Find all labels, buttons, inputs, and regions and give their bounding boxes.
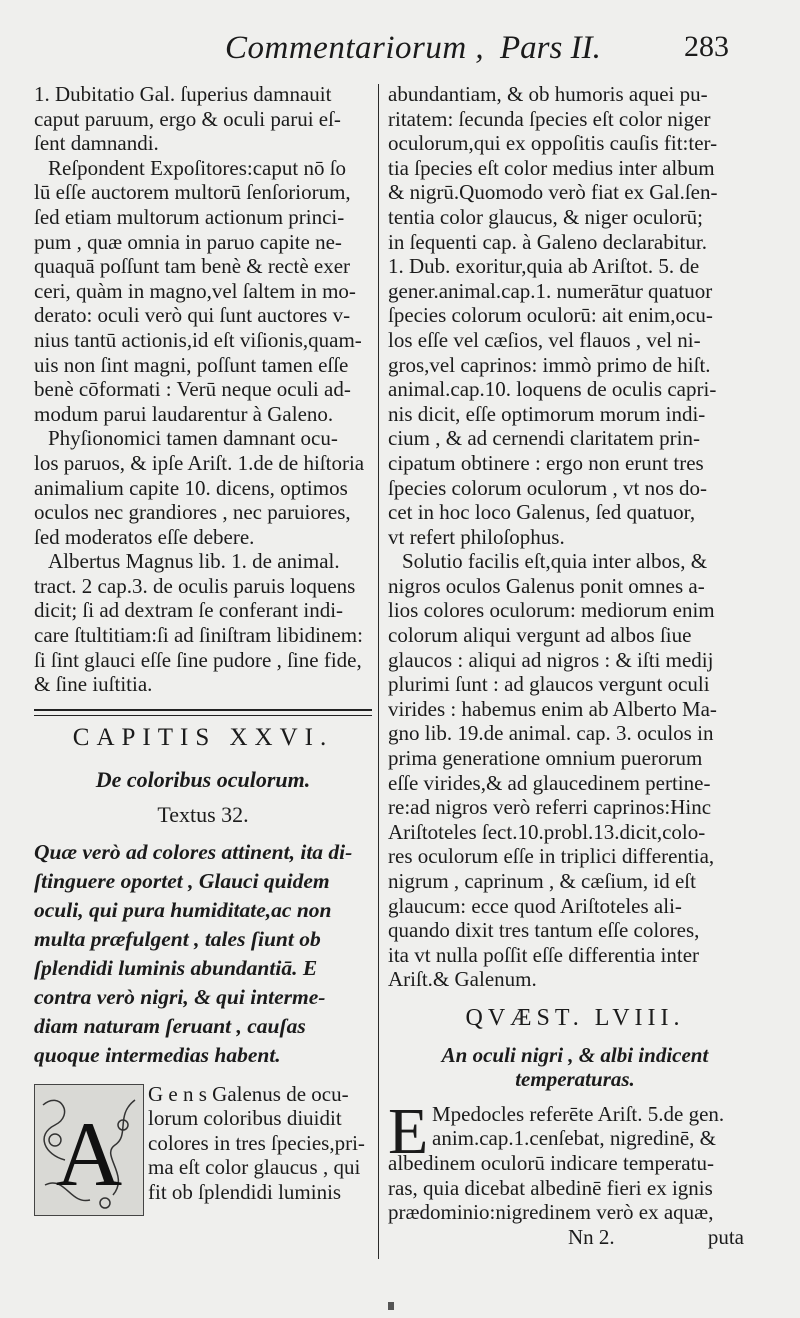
text-line: 1. Dub. exoritur,quia ab Ariſtot. 5. de (388, 254, 700, 279)
text-line: ceri, quàm in magno,vel ſaltem in mo- (34, 278, 356, 303)
text-line: Ariſtoteles ſect.10.probl.13.dicit,colo- (388, 819, 706, 844)
text-line: prima generatione omnium puerorum (388, 746, 703, 771)
text-line: caput paruum, ergo & oculi parui eſ- (34, 106, 341, 131)
text-line: lios colores oculorum: mediorum enim (388, 598, 715, 623)
text-line: pum , quæ omnia in paruo capite ne- (34, 229, 342, 254)
initial-letter: A (55, 1102, 123, 1205)
text-line: nigros oculos Galenus ponit omnes a- (388, 573, 705, 598)
text-line: virides : habemus enim ab Alberto Ma- (388, 696, 717, 721)
dropcap-paragraph (34, 1082, 372, 1205)
text-line: cium , & ad cernendi claritatem prin- (388, 426, 700, 451)
text-line: temperaturas. (515, 1067, 635, 1092)
text-line: Mpedocles referēte Ariſt. 5.de gen. (432, 1101, 725, 1126)
text-line: Reſpondent Expoſitores:caput nō ſo (48, 155, 347, 180)
text-line: albedinem oculorū indicare temperatu- (388, 1150, 714, 1175)
text-line: ma eſt color glaucus , qui (148, 1155, 361, 1180)
text-line: gener.animal.cap.1. numerātur quatuor (388, 278, 713, 303)
text-line: cipatum obtinere : ergo non erunt tres (388, 450, 704, 475)
section-rule (34, 715, 372, 716)
text-line: tract. 2 cap.3. de oculis paruis loquens (34, 573, 356, 598)
text-line: G e n s Galenus de ocu- (148, 1081, 349, 1106)
text-line: ſtinguere oportet , Glauci quidem (34, 868, 330, 893)
text-line: colores in tres ſpecies,pri- (148, 1130, 365, 1155)
text-line: ſed moderatos eſſe debere. (34, 524, 255, 549)
text-line: anim.cap.1.cenſebat, nigredinē, & (432, 1126, 716, 1151)
part-label: Pars II. (500, 30, 601, 66)
text-line: re:ad nigros verò referri caprinos:Hinc (388, 795, 712, 820)
text-line: animalium capite 10. dicens, optimos (34, 475, 348, 500)
section-rule (34, 709, 372, 711)
text-line: quando dixit tres tantum eſſe colores, (388, 918, 700, 943)
text-line: An oculi nigri , & albi indicent (441, 1042, 709, 1067)
text-line: res oculorum eſſe in triplici differentia, (388, 844, 715, 869)
textus-label: Textus 32. (157, 802, 249, 828)
text-line: glaucos : aliqui ad nigros : & iſti medij (388, 647, 714, 672)
text-line: quoque intermedias habent. (34, 1042, 281, 1067)
signature-mark: Nn 2. (568, 1224, 615, 1249)
text-line: quaquā poſſunt tam benè & rectè exer (34, 254, 351, 279)
text-line: in ſequenti cap. à Galeno declarabitur. (388, 229, 707, 254)
text-line: multa præfulgent , tales ſiunt ob (34, 926, 321, 951)
paragraph-albertus (34, 549, 372, 697)
text-line: Quæ verò ad colores attinent, ita di- (34, 839, 353, 864)
text-line: eſſe virides,& ad glaucedinem pertine- (388, 770, 711, 795)
column-divider (378, 84, 379, 1259)
text-line: fit ob ſplendidi luminis (148, 1180, 342, 1204)
decorated-initial (34, 1084, 144, 1216)
text-line: ras, quia dicebat albedinē fieri ex ignis (388, 1175, 713, 1200)
catchword: puta (707, 1224, 744, 1249)
running-header (0, 22, 800, 82)
text-line: tia ſpecies eſt color medius inter album (388, 155, 715, 180)
text-line: Ariſt.& Galenum. (388, 967, 537, 992)
text-line: ſi ſint glauci eſſe ſine pudore , ſine fide, (34, 647, 362, 672)
text-line: lorum coloribus diuidit (148, 1106, 342, 1131)
page-number: 283 (684, 30, 729, 63)
text-line: 1. Dubitatio Gal. ſuperius damnauit (34, 82, 332, 106)
text-line: los eſſe vel cæſios, vel flauos , vel ni- (388, 327, 701, 352)
text-line: Solutio facilis eſt,quia inter albos, & (402, 549, 708, 574)
quoted-text (34, 838, 372, 1070)
text-line: uis non ſint magni, poſſunt tamen eſſe (34, 352, 349, 377)
text-line: tentia color glaucus, & niger oculorū; (388, 204, 703, 229)
footer-line (388, 1225, 762, 1251)
text-line: benè cōformati : Verū neque oculi ad- (34, 377, 351, 402)
text-line: nis dicit, eſſe optimorum morum indi- (388, 401, 706, 426)
chapter-subheading: De coloribus oculorum. (95, 767, 311, 793)
text-line: gno lib. 19.de animal. cap. 3. oculos in (388, 721, 714, 746)
paragraph-continuation (388, 82, 762, 254)
text-line: plurimi ſunt : ad glaucos vergunt oculi (388, 672, 710, 697)
text-line: oculi, qui pura humiditate,ac non (34, 897, 332, 922)
paragraph-solutio (388, 549, 762, 992)
text-line: abundantiam, & ob humoris aquei pu- (388, 82, 708, 106)
text-line: nius tantū actionis,id eſt viſionis,quam- (34, 327, 362, 352)
text-line: animal.cap.10. loquens de oculis capri- (388, 377, 717, 402)
question-title (388, 1043, 762, 1092)
text-line: modum parui laudarentur à Galeno. (34, 401, 334, 426)
text-line: ſpecies colorum oculorū: ait enim,ocu- (388, 303, 713, 328)
paragraph-dubium (388, 254, 762, 549)
text-line: derato: oculi verò qui ſunt auctores v- (34, 303, 351, 328)
chapter-heading: CAPITIS XXVI. (72, 723, 334, 751)
paragraph-respondent (34, 156, 372, 427)
text-line: contra verò nigri, & qui interme- (34, 984, 326, 1009)
text-line: ſplendidi luminis abundantiā. E (34, 955, 318, 980)
text-line: los paruos, & ipſe Ariſt. 1.de de hiſtoria (34, 450, 365, 475)
text-line: Albertus Magnus lib. 1. de animal. (48, 549, 340, 574)
text-line: lū eſſe auctorem multorū ſenſoriorum, (34, 180, 351, 205)
text-line: ſpecies colorum oculorum , vt nos do- (388, 475, 708, 500)
ornament-icon (35, 1085, 143, 1215)
initial-paragraph (388, 1094, 762, 1225)
text-line: care ſtultitiam:ſi ad ſiniſtram libidinem: (34, 623, 363, 648)
text-line: prædominio:nigredinem verò ex aquæ, (388, 1200, 714, 1225)
paragraph-dubitatio (34, 82, 372, 156)
text-line: oculorum,qui ex oppoſitis cauſis fit:ter- (388, 131, 718, 156)
text-line: oculos nec grandiores , nec paruiores, (34, 500, 351, 525)
text-line: colorum aliqui vergunt ad albos ſiue (388, 623, 692, 648)
right-column (388, 82, 762, 1251)
print-mark (388, 1302, 394, 1310)
text-line: Phyſionomici tamen damnant ocu- (48, 426, 338, 451)
left-column (34, 82, 372, 1205)
question-heading: QVÆST. LVIII. (465, 1004, 685, 1031)
text-line: cet in hoc loco Galenus, ſed quatuor, (388, 500, 696, 525)
paragraph-physionomici (34, 426, 372, 549)
text-line: ſent damnandi. (34, 131, 159, 156)
text-line: ſed etiam multorum actionum princi- (34, 204, 345, 229)
text-line: ritatem: ſecunda ſpecies eſt color niger (388, 106, 711, 131)
text-line: dicit; ſi ad dextram ſe conferant indi- (34, 598, 344, 623)
text-line: ita vt nulla poſſit eſſe differentia inter (388, 942, 700, 967)
initial-letter: E (388, 1094, 429, 1168)
running-title: Commentariorum , (225, 30, 485, 66)
text-line: & ſine iuſtitia. (34, 672, 153, 697)
text-line: gros,vel caprinos: immò primo de hiſt. (388, 352, 711, 377)
text-line: vt refert philoſophus. (388, 524, 565, 549)
text-line: nigrum , caprinum , & cæſium, id eſt (388, 869, 696, 893)
text-line: & nigrū.Quomodo verò fiat ex Gal.ſen- (388, 180, 718, 205)
text-line: diam naturam ſeruant , cauſas (34, 1013, 306, 1038)
text-line: glaucum: ecce quod Ariſtoteles ali- (388, 893, 682, 918)
